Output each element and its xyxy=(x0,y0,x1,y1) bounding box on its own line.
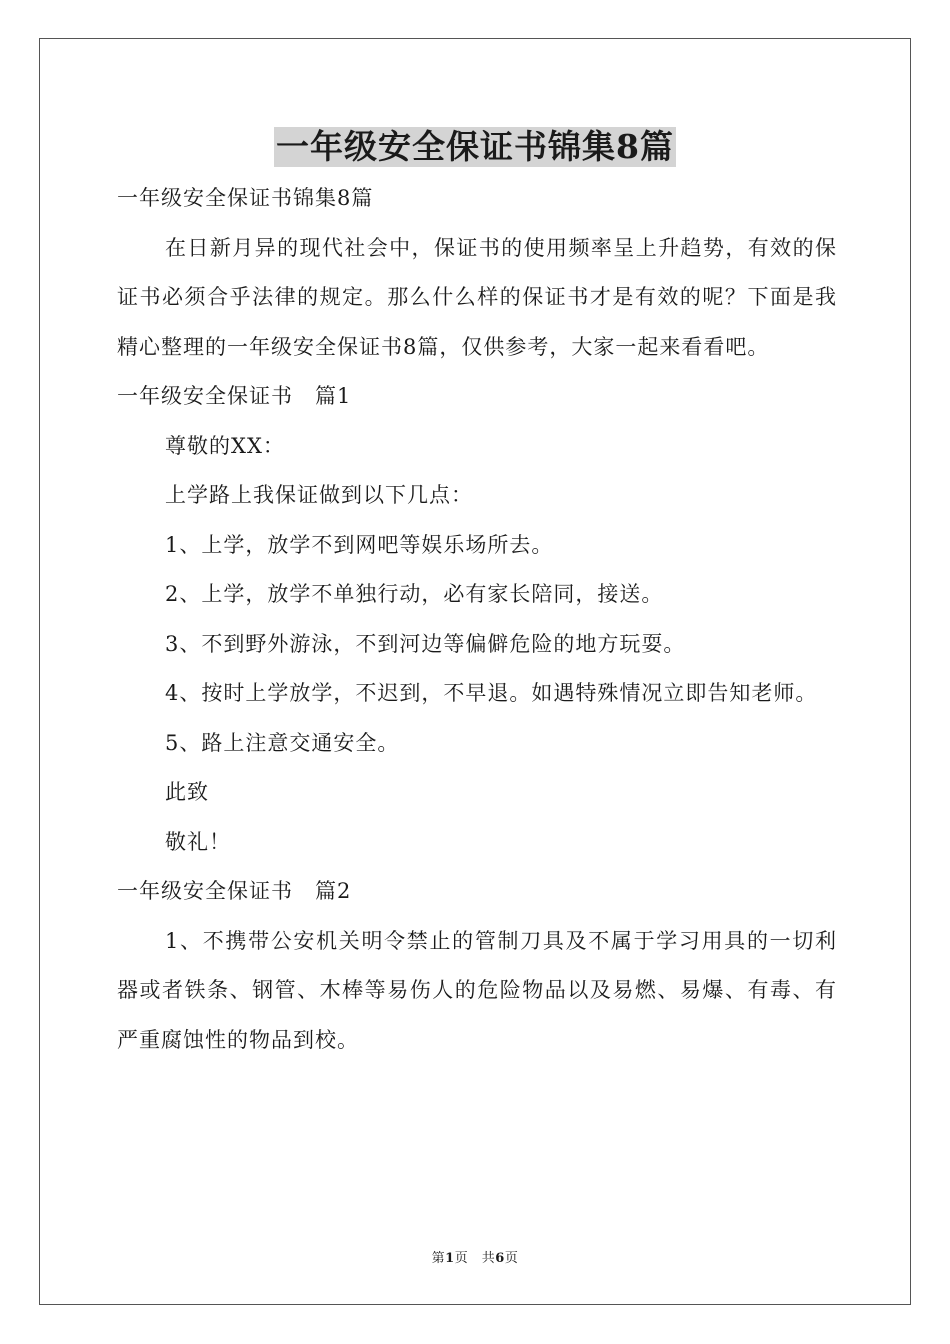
list-item: 2、上学，放学不单独行动，必有家长陪同，接送。 xyxy=(165,582,664,606)
list-item: 5、路上注意交通安全。 xyxy=(165,730,400,755)
salutation: 尊敬的XX： xyxy=(165,433,285,458)
list-item: 4、按时上学放学，不迟到，不早退。如遇特殊情况立即告知老师。 xyxy=(165,681,818,705)
page-unit: 页 xyxy=(454,1251,469,1266)
section-heading: 一年级安全保证书 篇1 xyxy=(117,384,352,408)
page-number: 1 xyxy=(445,1251,455,1266)
closing-line: 此致 xyxy=(165,780,209,804)
document-body xyxy=(117,174,837,1065)
page-prefix: 第 xyxy=(431,1251,446,1266)
total-unit: 页 xyxy=(504,1251,519,1266)
total-pages: 6 xyxy=(495,1251,505,1266)
closing-line: 敬礼！ xyxy=(165,829,231,854)
intro-paragraph: 在日新月异的现代社会中，保证书的使用频率呈上升趋势，有效的保证书必须合乎法律的规定。那么什么样的保证书才是有效的呢？下面是我精心整理的一年级安全保证书8篇，仅供参考，大家一起来看看吧。 xyxy=(117,235,837,359)
document-title: 一年级安全保证书锦集8篇 xyxy=(276,127,674,166)
page-footer xyxy=(0,1247,950,1266)
list-item: 1、不携带公安机关明令禁止的管制刀具及不属于学习用具的一切利器或者铁条、钢管、木棒等易伤人的危险物品以及易燃、易爆、有毒、有严重腐蚀性的物品到校。 xyxy=(117,928,837,1052)
list-item: 1、上学，放学不到网吧等娱乐场所去。 xyxy=(165,532,554,557)
total-prefix: 共 xyxy=(481,1251,496,1266)
list-item: 3、不到野外游泳，不到河边等偏僻危险的地方玩耍。 xyxy=(165,631,686,656)
document-title-wrap xyxy=(0,127,950,167)
subtitle-line: 一年级安全保证书锦集8篇 xyxy=(117,186,374,210)
section-heading: 一年级安全保证书 篇2 xyxy=(117,879,352,903)
lead-text: 上学路上我保证做到以下几点： xyxy=(165,483,473,507)
